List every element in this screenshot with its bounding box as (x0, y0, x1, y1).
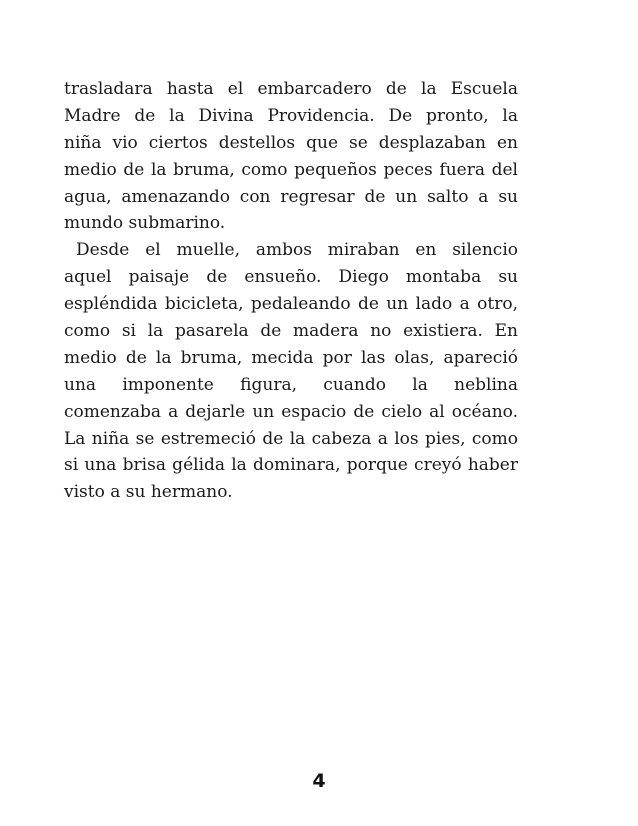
text-line: comenzaba a dejarle un espacio de cielo al océano. (64, 401, 518, 422)
text-line: medio de la bruma, mecida por las olas, apareció (64, 347, 518, 368)
paragraph-1 (64, 76, 518, 237)
text-line: agua, amenazando con regresar de un salto a su (64, 186, 518, 207)
page-number: 4 (312, 770, 326, 792)
text-line: como si la pasarela de madera no existiera. En (64, 321, 518, 342)
text-line: trasladara hasta el embarcadero de la Escuela (64, 79, 518, 99)
text-line: mundo submarino. (64, 213, 226, 234)
body-text (64, 76, 518, 506)
text-line: La niña se estremeció de la cabeza a los pies, como (64, 428, 518, 449)
text-line: si una brisa gélida la dominara, porque creyó haber (64, 455, 518, 476)
text-line: una imponente figura, cuando la neblina (64, 374, 518, 395)
text-line: Madre de la Divina Providencia. De pronto, la (64, 105, 518, 126)
text-line: medio de la bruma, como pequeños peces fuera del (64, 159, 518, 180)
text-line: aquel paisaje de ensueño. Diego montaba su (64, 267, 518, 288)
text-line: Desde el muelle, ambos miraban en silencio (76, 240, 518, 261)
paragraph-2 (64, 237, 518, 506)
text-line: niña vio ciertos destellos que se desplazaban en (64, 132, 518, 153)
text-line: visto a su hermano. (64, 482, 233, 503)
text-line: espléndida bicicleta, pedaleando de un lado a otro, (64, 294, 518, 315)
